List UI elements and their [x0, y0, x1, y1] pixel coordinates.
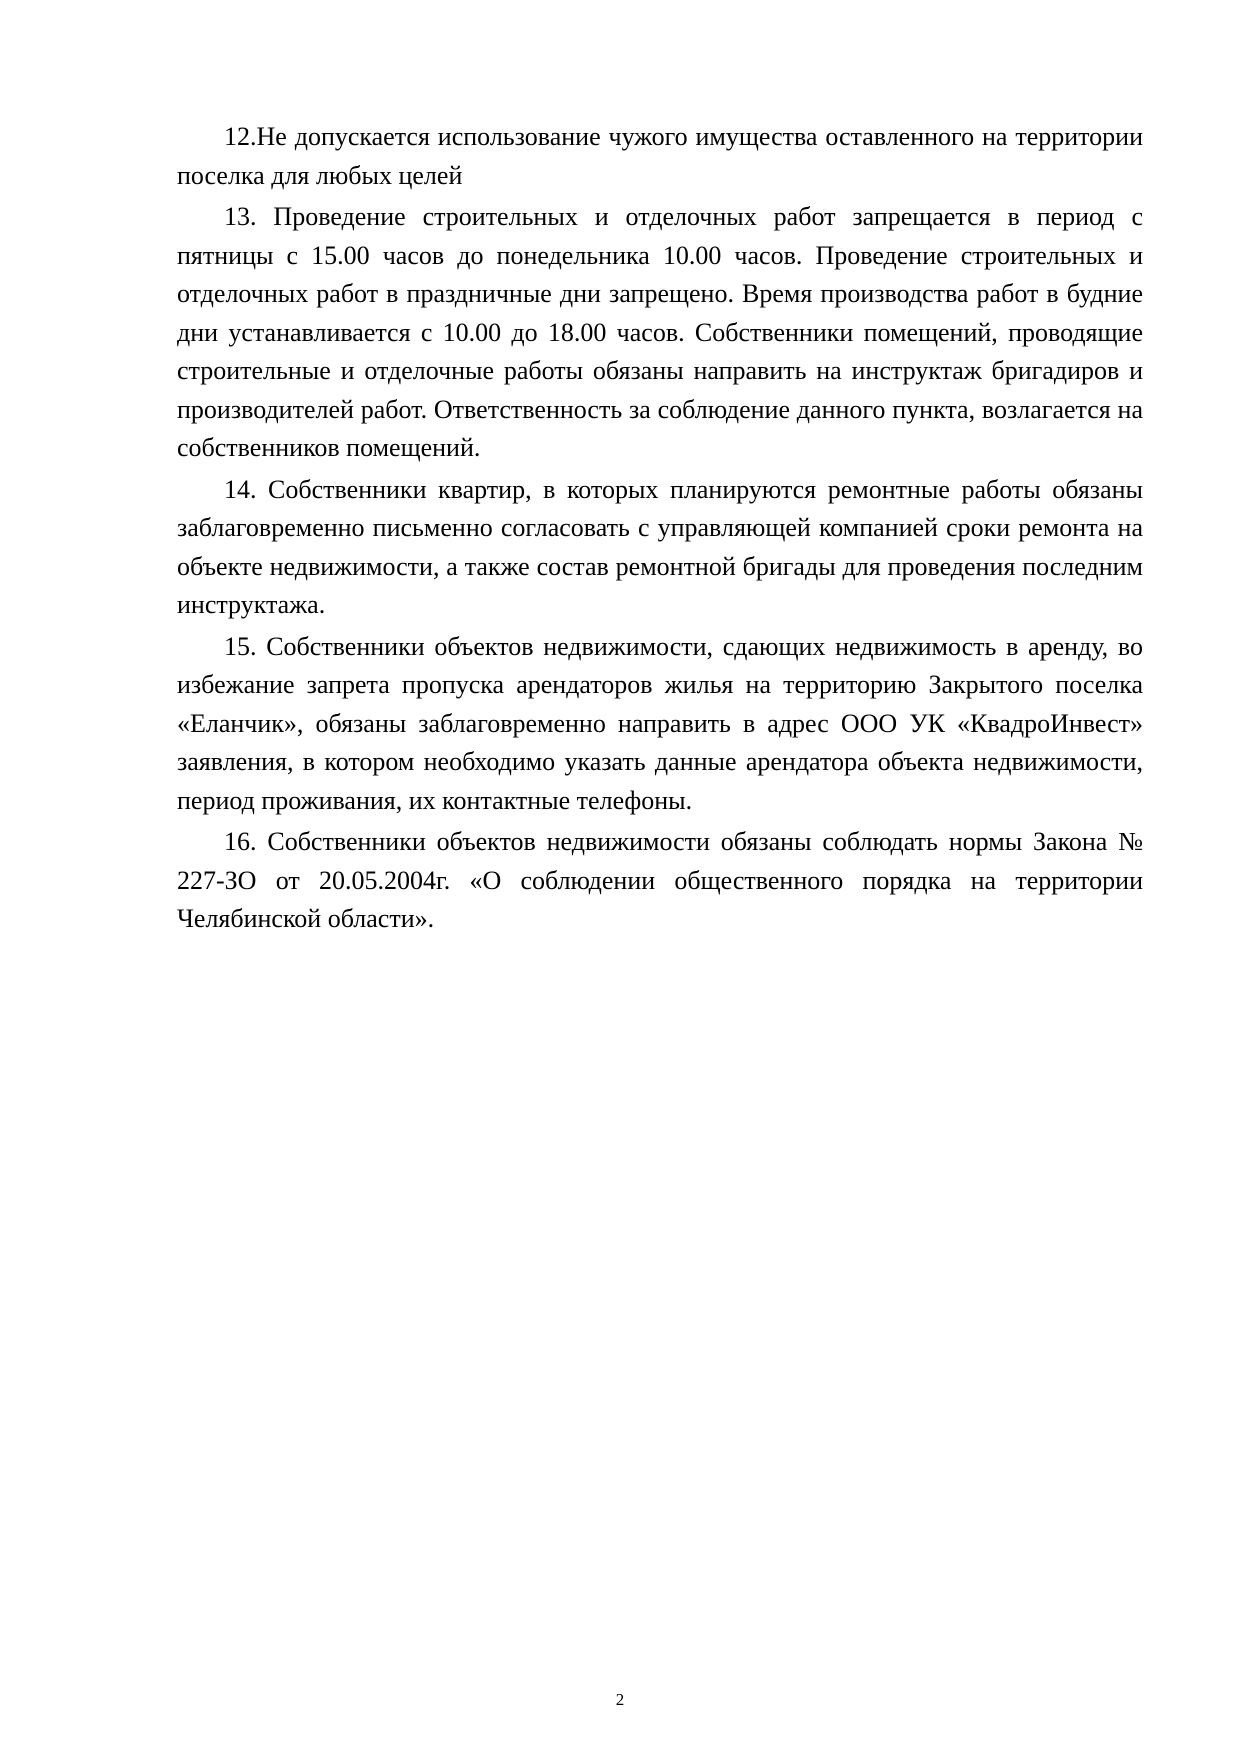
page-number: 2 — [615, 1690, 625, 1709]
paragraph-13: 13. Проведение строительных и отделочных работ запрещается в период с пятницы с 15.00 часов до понедельника 10.00 часов. Проведение строительных и отделочных работ в праздничные дни запрещено. Время производства работ в будние дни устанавливается с 10.00 до 18.00 часов. Собственники помещений, проводящие строительные и отделочные работы обязаны направить на инструктаж бригадиров и производителей работ. Ответственность за соблюдение данного пункта, возлагается на собственников помещений. — [177, 202, 1143, 462]
paragraph-12: 12.Не допускается использование чужого имущества оставленного на территории поселка для любых целей — [177, 122, 1143, 190]
paragraph-14: 14. Собственники квартир, в которых планируются ремонтные работы обязаны заблаговременно письменно согласовать с управляющей компанией сроки ремонта на объекте недвижимости, а также состав ремонтной бригады для проведения последним инструктажа. — [177, 474, 1143, 619]
paragraph-16: 16. Собственники объектов недвижимости обязаны соблюдать нормы Закона № 227-ЗО от 20.05.2004г. «О соблюдении общественного порядка на территории Челябинской области». — [177, 827, 1143, 933]
document-body — [177, 118, 1143, 942]
paragraph-15: 15. Собственники объектов недвижимости, сдающих недвижимость в аренду, во избежание запрета пропуска арендаторов жилья на территорию Закрытого поселка «Еланчик», обязаны заблаговременно направить в адрес ООО УК «КвадроИнвест» заявления, в котором необходимо указать данные арендатора объекта недвижимости, период проживания, их контактные телефоны. — [177, 631, 1143, 815]
